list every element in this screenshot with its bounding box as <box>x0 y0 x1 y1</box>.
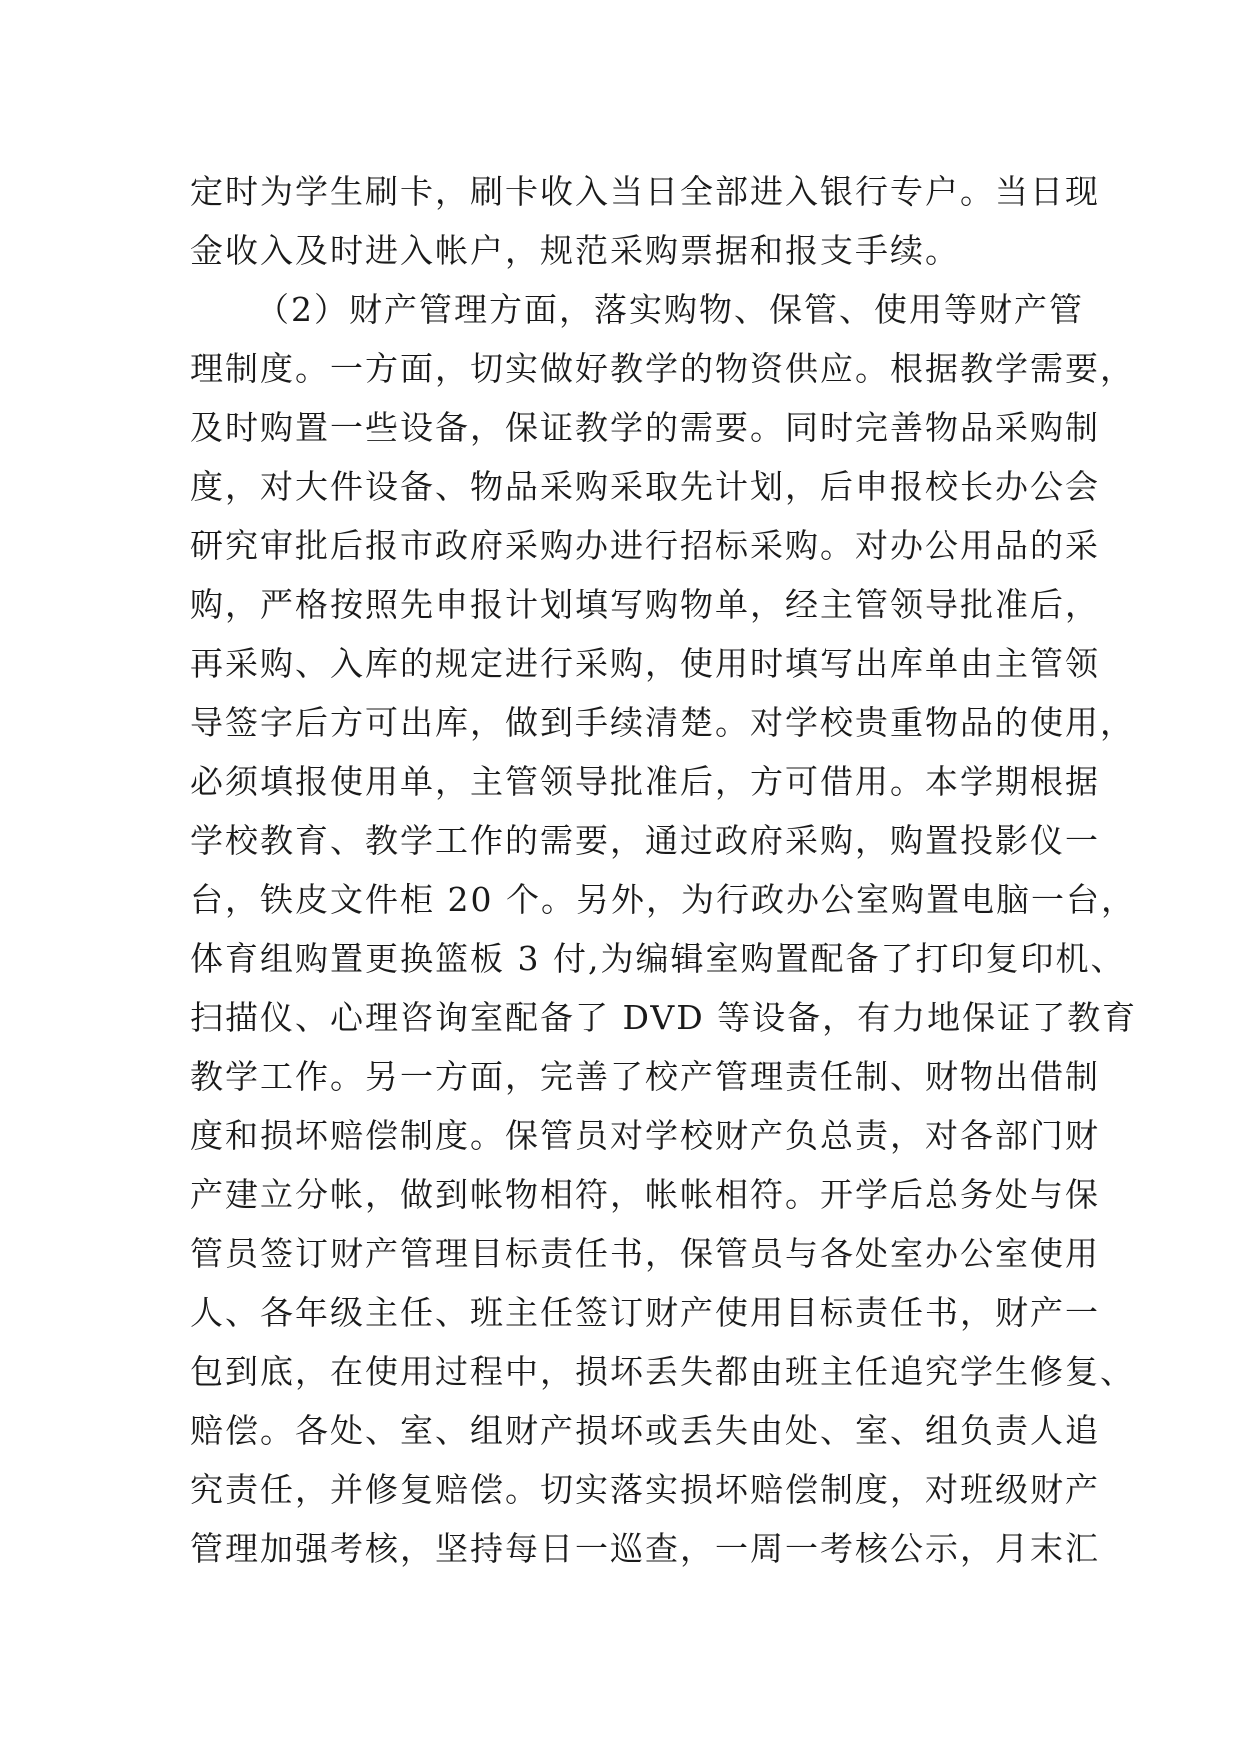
text-line: 包到底，在使用过程中，损坏丢失都由班主任追究学生修复、 <box>190 1352 1135 1391</box>
text-line: 学校教育、教学工作的需要，通过政府采购，购置投影仪一 <box>190 821 1100 860</box>
text-line: 体育组购置更换篮板 3 付,为编辑室购置配备了打印复印机、 <box>190 939 1126 978</box>
text-line: 金收入及时进入帐户，规范采购票据和报支手续。 <box>190 231 960 270</box>
text-line: 及时购置一些设备，保证教学的需要。同时完善物品采购制 <box>190 408 1100 447</box>
text-line: 究责任，并修复赔偿。切实落实损坏赔偿制度，对班级财产 <box>190 1470 1100 1509</box>
text-line: 度，对大件设备、物品采购采取先计划，后申报校长办公会 <box>190 467 1100 506</box>
text-line: 人、各年级主任、班主任签订财产使用目标责任书，财产一 <box>190 1293 1100 1332</box>
text-line: 导签字后方可出库，做到手续清楚。对学校贵重物品的使用， <box>190 703 1135 742</box>
text-line: 台，铁皮文件柜 20 个。另外，为行政办公室购置电脑一台， <box>190 880 1136 919</box>
text-line: 产建立分帐，做到帐物相符，帐帐相符。开学后总务处与保 <box>190 1175 1100 1214</box>
text-line: 管员签订财产管理目标责任书，保管员与各处室办公室使用 <box>190 1234 1100 1273</box>
text-line: 赔偿。各处、室、组财产损坏或丢失由处、室、组负责人追 <box>190 1411 1100 1450</box>
paragraph-heading-line: （2）财产管理方面，落实购物、保管、使用等财产管 <box>256 290 1084 329</box>
text-line: 定时为学生刷卡，刷卡收入当日全部进入银行专户。当日现 <box>190 172 1100 211</box>
text-line: 管理加强考核，坚持每日一巡查，一周一考核公示，月末汇 <box>190 1529 1100 1568</box>
text-line: 研究审批后报市政府采购办进行招标采购。对办公用品的采 <box>190 526 1100 565</box>
text-line: 理制度。一方面，切实做好教学的物资供应。根据教学需要， <box>190 349 1135 388</box>
text-line: 购，严格按照先申报计划填写购物单，经主管领导批准后， <box>190 585 1100 624</box>
text-line: 扫描仪、心理咨询室配备了 DVD 等设备，有力地保证了教育 <box>190 998 1138 1037</box>
text-line: 再采购、入库的规定进行采购，使用时填写出库单由主管领 <box>190 644 1100 683</box>
body-text <box>190 162 1138 1578</box>
text-line: 教学工作。另一方面，完善了校产管理责任制、财物出借制 <box>190 1057 1100 1096</box>
text-line: 必须填报使用单，主管领导批准后，方可借用。本学期根据 <box>190 762 1100 801</box>
text-line: 度和损坏赔偿制度。保管员对学校财产负总责，对各部门财 <box>190 1116 1100 1155</box>
